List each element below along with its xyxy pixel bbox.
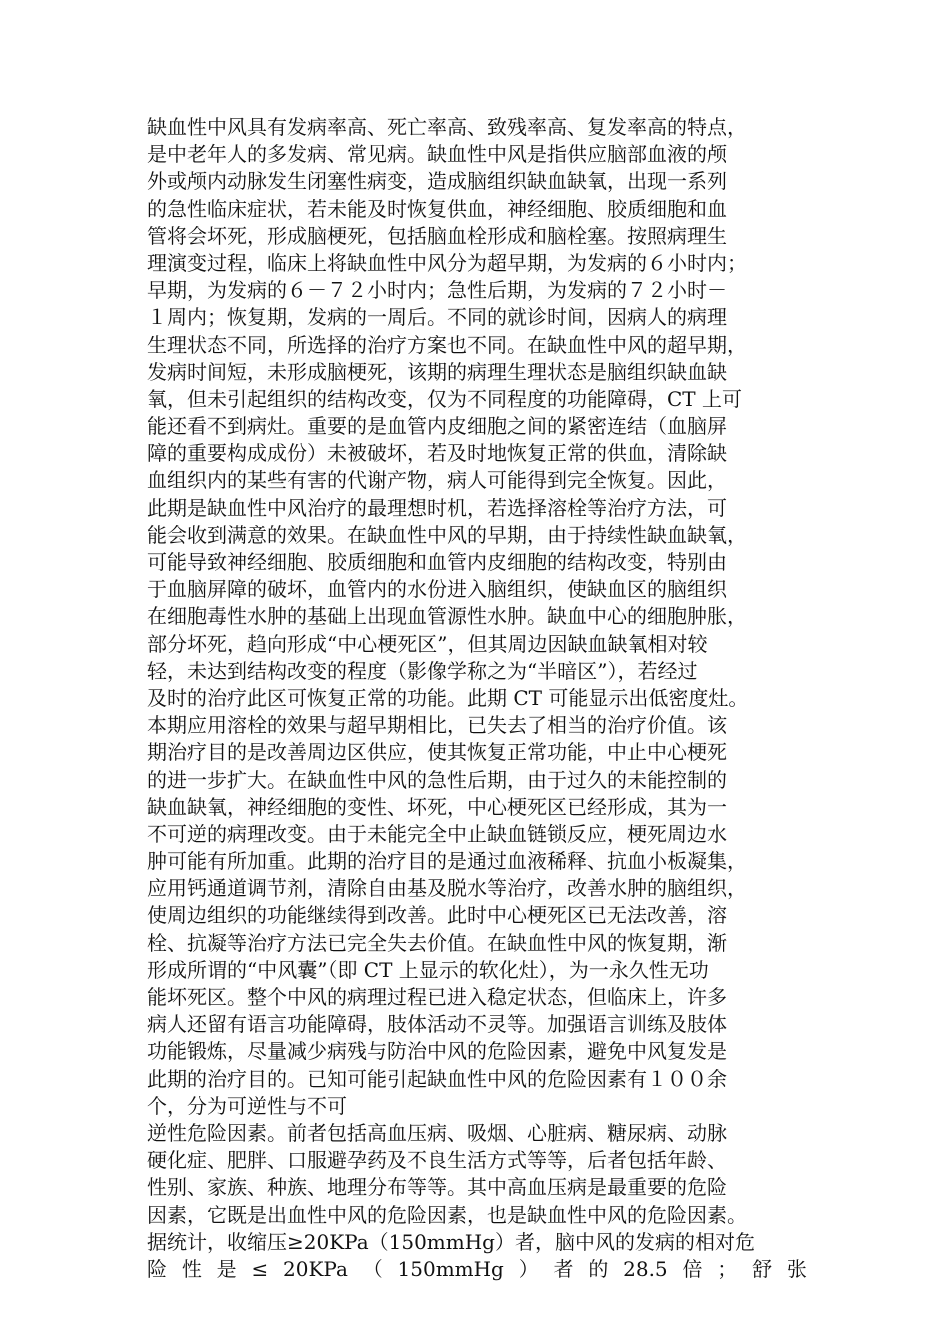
text-word: 150mmHg <box>397 1256 504 1281</box>
body-text <box>147 114 807 1283</box>
text-line: 个，分为可逆性与不可 <box>147 1093 347 1118</box>
text-line: 此期是缺血性中风治疗的最理想时机，若选择溶栓等治疗方法，可 <box>147 495 727 520</box>
text-word: 28.5 <box>623 1256 668 1281</box>
text-line: 性别、家族、种族、地理分布等等。其中高血压病是最重要的危险 <box>147 1175 727 1200</box>
text-word: 张 <box>786 1256 807 1281</box>
text-word: ） <box>518 1256 539 1281</box>
text-line: 功能锻炼，尽量减少病残与防治中风的危险因素，避免中风复发是 <box>147 1039 727 1064</box>
text-line: １周内；恢复期，发病的一周后。不同的就诊时间，因病人的病理 <box>147 305 727 330</box>
text-line: 不可逆的病理改变。由于未能完全中止缺血链锁反应，梗死周边水 <box>147 821 727 846</box>
text-line: 能坏死区。整个中风的病理过程已进入稳定状态，但临床上，许多 <box>147 985 727 1009</box>
text-line: 管将会坏死，形成脑梗死，包括脑血栓形成和脑栓塞。按照病理生 <box>147 223 727 248</box>
text-line: 硬化症、肥胖、口服避孕药及不良生活方式等等，后者包括年龄、 <box>147 1148 727 1173</box>
text-line: 逆性危险因素。前者包括高血压病、吸烟、心脏病、糖尿病、动脉 <box>147 1120 727 1145</box>
text-word: 是 <box>216 1256 237 1281</box>
text-line: 理演变过程，临床上将缺血性中风分为超早期，为发病的６小时内； <box>147 250 747 275</box>
text-line: 使周边组织的功能继续得到改善。此时中心梗死区已无法改善，溶 <box>147 903 727 928</box>
text-line: 生理状态不同，所选择的治疗方案也不同。在缺血性中风的超早期， <box>147 332 747 357</box>
text-word: 舒 <box>752 1256 773 1281</box>
text-line: 的进一步扩大。在缺血性中风的急性后期，由于过久的未能控制的 <box>147 767 727 792</box>
text-line: 可能导致神经细胞、胶质细胞和血管内皮细胞的结构改变，特别由 <box>147 550 727 574</box>
text-line: 轻，未达到结构改变的程度（影像学称之为“半暗区”），若经过 <box>147 658 698 683</box>
text-line: 是中老年人的多发病、常见病。缺血性中风是指供应脑部血液的颅 <box>147 142 727 167</box>
text-word: （ <box>362 1256 383 1281</box>
text-line-justified <box>147 1256 807 1283</box>
text-line: 因素，它既是出血性中风的危险因素，也是缺血性中风的危险因素。 <box>147 1202 747 1227</box>
text-line: 据统计，收缩压≥20KPa（150mmHg）者，脑中风的发病的相对危 <box>147 1229 755 1254</box>
text-line: 及时的治疗此区可恢复正常的功能。此期 CT 可能显示出低密度灶。 <box>147 685 749 710</box>
text-line: 应用钙通道调节剂，清除自由基及脱水等治疗，改善水肿的脑组织， <box>147 876 747 901</box>
text-line: 血组织内的某些有害的代谢产物，病人可能得到完全恢复。因此， <box>147 468 727 493</box>
text-line: 肿可能有所加重。此期的治疗目的是通过血液稀释、抗血小板凝集， <box>147 849 747 874</box>
text-line: 能会收到满意的效果。在缺血性中风的早期，由于持续性缺血缺氧， <box>147 522 747 547</box>
text-line: 栓、抗凝等治疗方法已完全失去价值。在缺血性中风的恢复期，渐 <box>147 930 727 955</box>
text-line: 部分坏死，趋向形成“中心梗死区”，但其周边因缺血缺氧相对较 <box>147 631 708 656</box>
text-line: 缺血性中风具有发病率高、死亡率高、致残率高、复发率高的特点， <box>147 115 747 139</box>
text-line: 障的重要构成成份）未被破坏，若及时地恢复正常的供血，清除缺 <box>147 441 727 466</box>
text-line: 本期应用溶栓的效果与超早期相比，已失去了相当的治疗价值。该 <box>147 713 727 738</box>
text-word: 性 <box>181 1256 202 1281</box>
text-line: 在细胞毒性水肿的基础上出现血管源性水肿。缺血中心的细胞肿胀， <box>147 604 747 629</box>
text-line: 发病时间短，未形成脑梗死，该期的病理生理状态是脑组织缺血缺 <box>147 359 727 384</box>
text-line: 此期的治疗目的。已知可能引起缺血性中风的危险因素有１００余 <box>147 1066 727 1091</box>
text-line: 期治疗目的是改善周边区供应，使其恢复正常功能，中止中心梗死 <box>147 740 727 765</box>
text-line: 缺血缺氧，神经细胞的变性、坏死，中心梗死区已经形成，其为一 <box>147 794 727 819</box>
text-line: 早期，为发病的６－７２小时内；急性后期，为发病的７２小时－ <box>147 278 727 303</box>
text-word: 的 <box>588 1256 609 1281</box>
text-line: 外或颅内动脉发生闭塞性病变，造成脑组织缺血缺氧，出现一系列 <box>147 169 727 194</box>
text-word: 20KPa <box>283 1256 348 1281</box>
text-line: 病人还留有语言功能障碍，肢体活动不灵等。加强语言训练及肢体 <box>147 1012 727 1037</box>
text-line: 于血脑屏障的破坏，血管内的水份进入脑组织，使缺血区的脑组织 <box>147 577 727 602</box>
text-word: 倍 <box>682 1256 703 1281</box>
text-line: 形成所谓的“中风囊”（即 CT 上显示的软化灶），为一永久性无功 <box>147 957 709 982</box>
text-line: 氧，但未引起组织的结构改变，仅为不同程度的功能障碍，CT 上可 <box>147 386 742 411</box>
text-line: 的急性临床症状，若未能及时恢复供血，神经细胞、胶质细胞和血 <box>147 196 727 221</box>
text-word: ； <box>717 1256 738 1281</box>
text-line: 能还看不到病灶。重要的是血管内皮细胞之间的紧密连结（血脑屏 <box>147 414 727 439</box>
text-word: ≤ <box>251 1256 269 1281</box>
text-word: 险 <box>147 1256 167 1281</box>
text-word: 者 <box>553 1256 574 1281</box>
